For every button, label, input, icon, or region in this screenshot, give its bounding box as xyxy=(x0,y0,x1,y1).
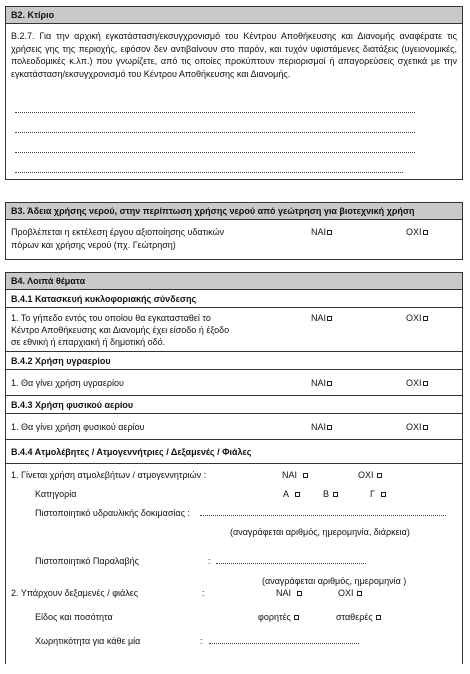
b3-question-line-1: Προβλέπεται η εκτέλεση έργου αξιοποίησης υδατικών xyxy=(11,227,225,237)
b4-4-q1: 1. Γίνεται χρήση ατμολεβήτων / ατμογεννητριών : xyxy=(11,470,207,480)
b4-4-type-label: Είδος και ποσότητα xyxy=(35,612,113,622)
b4-4-capacity-label: Χωρητικότητα για κάθε μία xyxy=(35,636,141,646)
b4-4-receipt-colon: : xyxy=(208,556,211,566)
b4-4-q2-no-checkbox[interactable] xyxy=(357,591,362,596)
b3-yes-option[interactable] xyxy=(311,227,332,237)
b2-answer-line-2[interactable] xyxy=(15,132,415,133)
b4-3-question: 1. Θα γίνει χρήση φυσικού αερίου xyxy=(11,422,145,432)
b4-1-question-line-3: σε εθνική ή επαρχιακή ή δημοτική οδό. xyxy=(11,337,166,347)
b4-4-cat-b-label: Β xyxy=(323,489,330,499)
b4-2-yes-label: ΝΑΙ xyxy=(311,378,327,388)
b4-4-q1-yes-option[interactable] xyxy=(282,470,308,480)
b4-3-yes-label: ΝΑΙ xyxy=(311,422,327,432)
b4-4-fixed-option[interactable] xyxy=(336,612,381,622)
b3-yes-checkbox[interactable] xyxy=(327,230,332,235)
b4-4-cat-a-checkbox[interactable] xyxy=(295,492,300,497)
b4-4-cat-c-option[interactable] xyxy=(370,489,386,499)
b4-4-mobile-label: φορητές xyxy=(258,612,291,622)
b4-4-q2-colon: : xyxy=(202,588,205,598)
b4-4-cat-b-checkbox[interactable] xyxy=(333,492,338,497)
b4-1-content xyxy=(6,308,462,352)
b4-1-yes-label: ΝΑΙ xyxy=(311,313,327,323)
b3-no-label: ΟΧΙ xyxy=(406,227,422,237)
b4-4-q2-yes-label: ΝΑΙ xyxy=(276,588,292,598)
b4-4-cat-b-option[interactable] xyxy=(323,489,338,499)
b4-4-q1-no-label: ΟΧΙ xyxy=(358,470,374,480)
b4-4-receipt-field[interactable] xyxy=(216,556,366,564)
b4-4-content xyxy=(6,464,462,664)
b3-content xyxy=(6,220,462,260)
b4-4-hydraulic-label: Πιστοποιητικό υδραυλικής δοκιμασίας : xyxy=(35,508,190,518)
b2-answer-line-4[interactable] xyxy=(15,172,403,173)
section-b2 xyxy=(5,6,463,180)
b4-4-q2: 2. Υπάρχουν δεξαμενές / φιάλες xyxy=(11,588,139,598)
section-b3 xyxy=(5,202,463,260)
b4-4-cat-a-label: Α xyxy=(283,489,290,499)
b4-3-title: Β.4.3 Χρήση φυσικού αερίου xyxy=(6,396,462,414)
b4-4-cat-a-option[interactable] xyxy=(283,489,300,499)
b3-no-option[interactable] xyxy=(406,227,428,237)
b4-4-title: Β.4.4 Ατμολέβητες / Ατμογεννήτριες / Δεξαμενές / Φιάλες xyxy=(6,440,462,464)
b4-2-no-option[interactable] xyxy=(406,378,428,388)
b2-answer-line-1[interactable] xyxy=(15,112,415,113)
b4-4-q2-yes-option[interactable] xyxy=(276,588,302,598)
b3-no-checkbox[interactable] xyxy=(423,230,428,235)
b4-3-no-option[interactable] xyxy=(406,422,428,432)
b2-answer-line-3[interactable] xyxy=(15,152,415,153)
b2-7-text: Β.2.7. Για την αρχική εγκατάσταση/εκσυγχρονισμό του Κέντρου Αποθήκευσης και Διανομής αναφέρατε τις χρήσεις γης της περιοχής, εφόσον δεν αντιβαίνουν στο παρόν, και τυχόν υφιστάμενες διατάξεις (υγειονομικές, πολεοδομικές κ.λπ.) που γνωρίζετε, από τις οποίες προκύπτουν περιορισμοί ή απαγορεύσεις σχετικά με την εγκατάσταση/εκσυγχρονισμό του Κέντρου Αποθήκευσης και Διανομής. xyxy=(11,31,457,79)
b4-4-mobile-checkbox[interactable] xyxy=(294,615,299,620)
b4-2-yes-checkbox[interactable] xyxy=(327,381,332,386)
b4-4-hydraulic-note: (αναγράφεται αριθμός, ημερομηνία, διάρκεια) xyxy=(230,527,410,537)
section-b4-header: Β4. Λοιπά θέματα xyxy=(6,273,462,290)
section-b4 xyxy=(5,272,463,664)
b4-1-yes-option[interactable] xyxy=(311,313,332,323)
b3-yes-label: ΝΑΙ xyxy=(311,227,327,237)
b4-4-fixed-label: σταθερές xyxy=(336,612,373,622)
section-b3-header: Β3. Άδεια χρήσης νερού, στην περίπτωση χρήσης νερού από γεώτρηση για βιοτεχνική χρήση xyxy=(6,203,462,220)
b4-2-title: Β.4.2 Χρήση υγραερίου xyxy=(6,352,462,370)
b4-4-receipt-note: (αναγράφεται αριθμός, ημερομηνία ) xyxy=(262,576,407,586)
b4-4-cat-c-label: Γ xyxy=(370,489,375,499)
b4-4-capacity-colon: : xyxy=(200,636,203,646)
b4-4-category-label: Κατηγορία xyxy=(35,489,77,499)
b4-1-no-option[interactable] xyxy=(406,313,428,323)
b4-4-fixed-checkbox[interactable] xyxy=(376,615,381,620)
b4-1-question-line-1: 1. Το γήπεδο εντός του οποίου θα εγκατασταθεί το xyxy=(11,313,211,323)
b4-2-question: 1. Θα γίνει χρήση υγραερίου xyxy=(11,378,124,388)
b4-4-capacity-field[interactable] xyxy=(209,636,359,644)
b4-3-no-label: ΟΧΙ xyxy=(406,422,422,432)
b4-3-yes-option[interactable] xyxy=(311,422,332,432)
b4-2-content xyxy=(6,370,462,396)
b2-content xyxy=(6,24,462,180)
b4-4-cat-c-checkbox[interactable] xyxy=(381,492,386,497)
b4-3-yes-checkbox[interactable] xyxy=(327,425,332,430)
b4-4-q1-no-checkbox[interactable] xyxy=(377,473,382,478)
b4-4-mobile-option[interactable] xyxy=(258,612,299,622)
b4-2-yes-option[interactable] xyxy=(311,378,332,388)
b4-4-hydraulic-field[interactable] xyxy=(200,508,446,516)
b4-2-no-label: ΟΧΙ xyxy=(406,378,422,388)
b4-1-no-checkbox[interactable] xyxy=(423,316,428,321)
b4-1-yes-checkbox[interactable] xyxy=(327,316,332,321)
b4-4-q2-no-label: ΟΧΙ xyxy=(338,588,354,598)
b4-4-receipt-label: Πιστοποιητικό Παραλαβής xyxy=(35,556,140,566)
b4-4-q2-no-option[interactable] xyxy=(338,588,362,598)
b4-1-no-label: ΟΧΙ xyxy=(406,313,422,323)
section-b2-header: Β2. Κτίριο xyxy=(6,7,462,24)
b4-4-q1-yes-label: ΝΑΙ xyxy=(282,470,298,480)
b4-3-content xyxy=(6,414,462,440)
b4-4-q1-yes-checkbox[interactable] xyxy=(303,473,308,478)
b4-3-no-checkbox[interactable] xyxy=(423,425,428,430)
b3-question-line-2: πόρων και χρήσης νερού (πχ. Γεώτρηση) xyxy=(11,240,176,250)
b4-4-q1-no-option[interactable] xyxy=(358,470,382,480)
b4-4-q2-yes-checkbox[interactable] xyxy=(297,591,302,596)
b4-1-title: Β.4.1 Κατασκευή κυκλοφοριακής σύνδεσης xyxy=(6,290,462,308)
b4-2-no-checkbox[interactable] xyxy=(423,381,428,386)
b4-1-question-line-2: Κέντρο Αποθήκευσης και Διανομής έχει είσοδο ή έξοδο xyxy=(11,325,230,335)
